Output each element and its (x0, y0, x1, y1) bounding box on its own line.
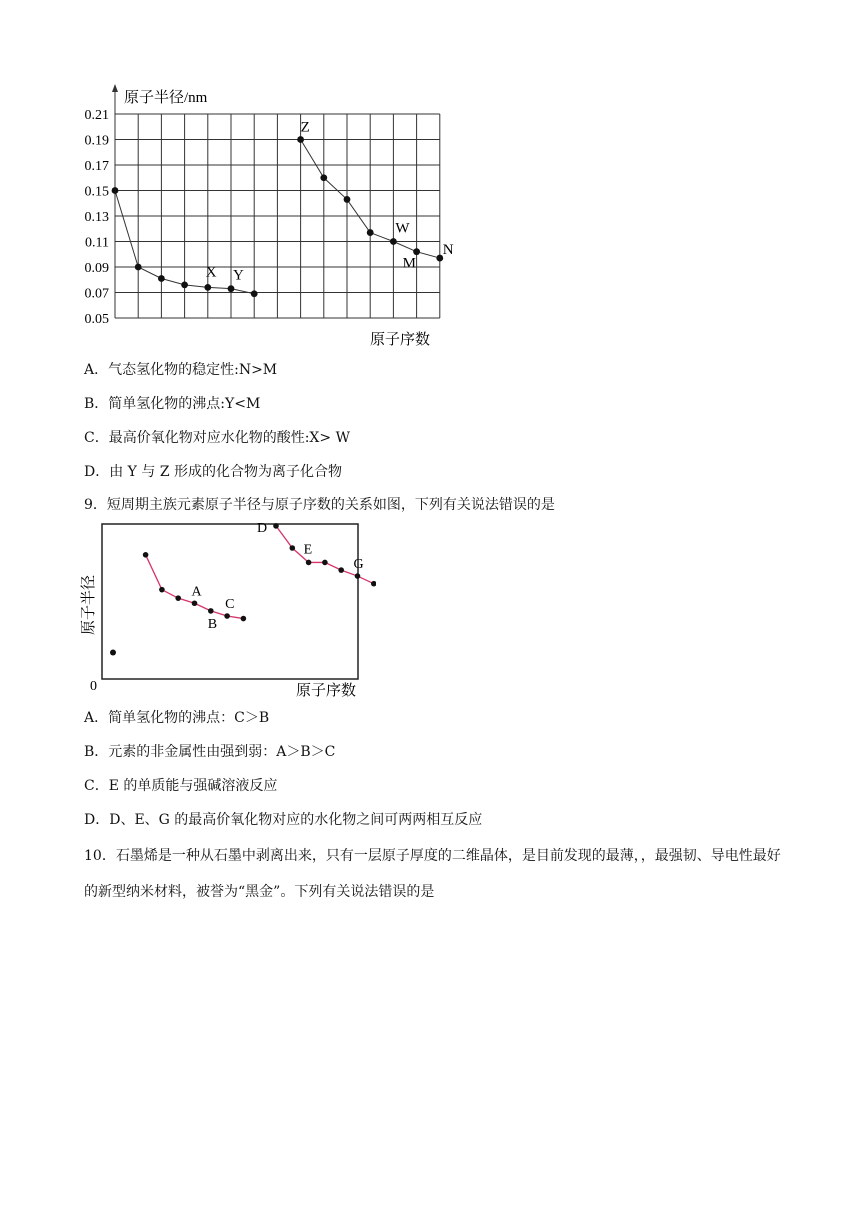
chart1-y-axis-arrow (112, 84, 118, 92)
atomic-radius-chart-2 (76, 520, 376, 700)
q10-stem: 10．石墨烯是一种从石墨中剥离出来，只有一层原子厚度的二维晶体，是目前发现的最薄，，最强韧、导电性最好的新型纳米材料，被誉为“黑金”。下列有关说法错误的是 (84, 848, 781, 900)
chart1-y-axis-label: 原子半径/nm (124, 90, 208, 106)
chart2-origin-label: 0 (90, 679, 97, 694)
q9-stem: 9．短周期主族元素原子半径与原子序数的关系如图，下列有关说法错误的是 (84, 497, 555, 513)
chart1-y-tick-label: 0.17 (84, 159, 109, 174)
chart1-data-point (297, 136, 304, 143)
chart1-point-label: Y (233, 267, 244, 284)
chart1-point-label: M (402, 255, 416, 272)
chart2-data-point (175, 595, 181, 601)
chart1-data-point (413, 248, 420, 255)
chart1-data-point (251, 290, 258, 297)
chart2-data-point (338, 567, 344, 573)
q8-option-c: C．最高价氧化物对应水化物的酸性:X> W (84, 430, 350, 446)
chart1-data-point (135, 264, 142, 271)
chart2-data-point (290, 545, 296, 551)
chart1-data-point (204, 284, 211, 291)
chart1-x-axis-label: 原子序数 (370, 332, 431, 348)
chart2-data-point (208, 608, 214, 614)
chart1-y-tick-label: 0.15 (84, 184, 109, 200)
q9-option-a: A．简单氢化物的沸点：C＞B (84, 710, 270, 726)
chart2-point-label: A (191, 584, 202, 600)
chart2-point-labels (192, 521, 364, 632)
chart1-data-point (181, 281, 188, 288)
chart2-point-label: B (207, 616, 218, 632)
chart2-data-point (192, 600, 198, 606)
chart2-data-point (371, 581, 376, 587)
chart2-data-point (110, 650, 116, 656)
chart2-data-point (355, 573, 361, 579)
chart2-data-point (224, 613, 230, 619)
chart1-y-tick-label: 0.11 (85, 235, 109, 251)
q8-option-a: A．气态氢化物的稳定性:N>M (84, 362, 278, 378)
chart1-y-tick-label: 0.05 (84, 312, 109, 327)
chart1-data-point (344, 196, 351, 203)
chart2-point-label: E (303, 542, 313, 558)
chart2-series (110, 520, 376, 655)
q9-option-c: C．E 的单质能与强碱溶液反应 (84, 778, 278, 794)
chart1-point-label: W (395, 220, 410, 237)
chart2-data-point (273, 523, 279, 529)
chart1-data-point (390, 238, 397, 245)
chart1-y-tick-label: 0.21 (84, 108, 109, 123)
chart1-y-ticks (85, 108, 110, 327)
chart1-y-tick-label: 0.13 (84, 210, 109, 225)
chart1-data-point (367, 229, 374, 236)
chart1-point-label: Z (300, 119, 310, 136)
chart2-data-point (306, 560, 312, 566)
chart2-y-axis-label: 原子半径 (81, 574, 97, 635)
chart2-point-label: C (225, 597, 235, 612)
q8-option-b: B．简单氢化物的沸点:Y<M (84, 396, 261, 412)
chart1-y-tick-label: 0.07 (84, 286, 109, 302)
chart2-data-point (322, 560, 328, 566)
q9-option-b: B．元素的非金属性由强到弱：A＞B＞C (84, 744, 336, 760)
chart2-x-axis-label: 原子序数 (296, 683, 357, 699)
chart1-grid (112, 84, 440, 318)
chart2-data-point (143, 552, 149, 558)
chart1-point-label: N (442, 242, 454, 259)
chart1-point-label: X (205, 264, 217, 281)
chart1-data-point (112, 187, 119, 194)
chart1-y-tick-label: 0.09 (84, 261, 109, 276)
q8-option-d: D．由 Y 与 Z 形成的化合物为离子化合物 (84, 464, 342, 480)
q9-option-d: D．D、E、G 的最高价氧化物对应的水化物之间可两两相互反应 (84, 812, 483, 828)
chart2-data-point (159, 587, 165, 593)
chart1-y-tick-label: 0.19 (84, 133, 109, 149)
chart1-data-point (320, 174, 327, 181)
chart2-data-point (241, 616, 247, 622)
chart2-point-label: D (257, 520, 268, 536)
chart1-data-point (228, 285, 235, 292)
chart1-data-point (158, 275, 165, 282)
chart2-point-label: G (353, 557, 364, 573)
